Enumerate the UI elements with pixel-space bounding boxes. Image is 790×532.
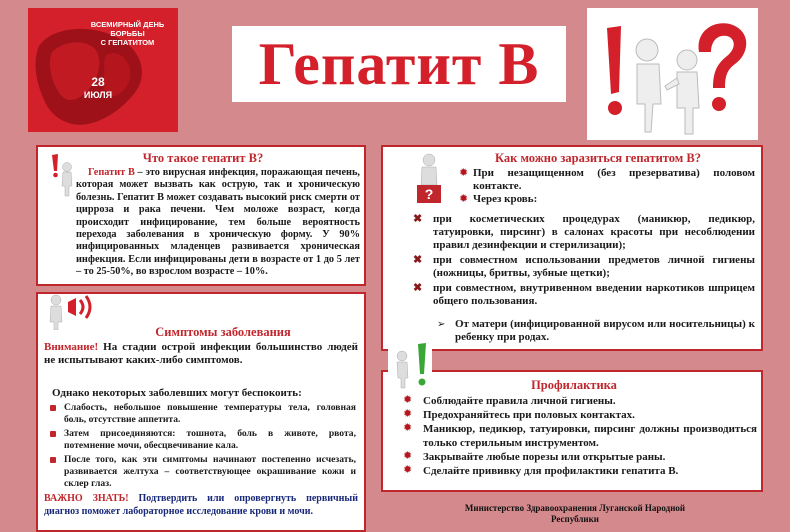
title-box [232, 26, 566, 102]
bullet-icon [50, 405, 56, 411]
ministry-footer: Министерство Здравоохранения Луганской Народной Республики [464, 503, 686, 524]
infection-heading: Как можно заразиться гепатитом В? [494, 151, 702, 165]
what-heading: Что такое гепатит В? [142, 151, 264, 165]
infection-arrow-item: ➢ От матери (инфицированной вирусом или носительницы) к ребенку при родах. [437, 318, 755, 343]
star-bullet-icon: ✹ [403, 394, 413, 406]
star-bullet-icon: ✹ [403, 464, 413, 476]
list-item: После того, как эти симптомы начинают постепенно исчезать, развивается желтуха – соответствующее окрашивание кожи и склер глаз. [48, 454, 356, 490]
cross-bullet-icon: ✖ [413, 213, 423, 225]
list-item: ✹ Через кровь: [459, 193, 538, 205]
star-bullet-icon: ✹ [459, 167, 469, 179]
cross-bullet-icon: ✖ [413, 254, 423, 266]
logo-day: 28 [91, 75, 105, 89]
list-item: Затем присоединяются: тошнота, боль в животе, рвота, потемнение мочи, обесцвечивание кала. [48, 428, 356, 452]
symptoms-intro-text: На стадии острой инфекции большинство людей не испытывают каких-либо симптомов. [44, 341, 358, 366]
what-is-panel [36, 145, 366, 286]
list-item: ✹ Соблюдайте правила личной гигиены. [403, 394, 616, 407]
list-item: ✹ Маникюр, педикюр, татуировки, пирсинг должны производиться только стерильным инструментом. [403, 422, 757, 449]
what-body: – это вирусная инфекция, поражающая печень, которая может вызвать как острую, так и хроническую болезнь. Гепатит В может создавать высокий риск смерти от цирроза и рака печени. Чем моложе возраст, когда происходит инфицирование, тем больше вероятность перехода заболевания в хроническую форму. У 90% инфицированных младенцев развивается хроническая инфекция. Если инфицированы дети в возрасте от 1 до 5 лет – то 25-50%, во взрослом возрасте – 10%. [76, 167, 360, 278]
symptoms-list [48, 402, 356, 490]
prevention-heading: Профилактика [531, 378, 617, 392]
symptoms-sub: Однако некоторых заболевших могут беспокоить: [52, 387, 302, 399]
logo-month: ИЮЛЯ [83, 90, 113, 100]
star-bullet-icon: ✹ [403, 408, 413, 420]
bullet-icon [50, 431, 56, 437]
symptoms-intro [44, 341, 358, 366]
logo-line-2: БОРЬБЫ [110, 29, 145, 38]
prevention-panel [381, 370, 763, 492]
what-lead: Гепатит В [88, 167, 135, 178]
question-exclamation-figures [587, 8, 758, 140]
infection-star-list [459, 167, 755, 206]
important-note [44, 493, 358, 518]
list-item: ✹ Закрывайте любые порезы или открытые раны. [403, 450, 666, 463]
cross-bullet-icon: ✖ [413, 282, 423, 294]
infection-cross-list [413, 213, 755, 308]
people-question-icon [587, 8, 758, 140]
list-item: ✹ Сделайте прививку для профилактики гепатита В. [403, 464, 679, 477]
bullet-icon [50, 457, 56, 463]
list-item: ✹ При незащищенном (без презерватива) половом контакте. [459, 167, 755, 192]
list-item: ✖ при совместном, внутривенном введении наркотиков шприцем общего пользования. [413, 282, 755, 307]
attention-label: Внимание! [44, 341, 99, 353]
important-text: Подтвердить или опровергнуть первичный диагноз поможет лабораторное исследование крови и мочи. [44, 493, 358, 517]
svg-text:?: ? [424, 186, 434, 202]
list-item: Слабость, небольшое повышение температуры тела, головная боль, отсутствие аппетита. [48, 402, 356, 426]
page-title: Гепатит B [258, 30, 540, 97]
list-item: ✹ Предохраняйтесь при половых контактах. [403, 408, 635, 421]
figure-exclamation-green-icon [388, 340, 432, 390]
list-item: ✖ при косметических процедурах (маникюр, педикюр, татуировки, пирсинг) в салонах красоты при несоблюдении правил дезинфекции и стерилизации); [413, 213, 755, 251]
logo-line-3: С ГЕПАТИТОМ [100, 38, 155, 47]
arrow-bullet-icon: ➢ [437, 319, 446, 330]
star-bullet-icon: ✹ [403, 422, 413, 434]
logo-line-1: ВСЕМИРНЫЙ ДЕНЬ [90, 20, 165, 29]
important-label: ВАЖНО ЗНАТЬ! [44, 493, 129, 504]
symptoms-heading: Симптомы заболевания [155, 325, 291, 339]
figure-speaker-icon [40, 290, 100, 330]
hepatitis-day-logo [28, 8, 178, 132]
prevention-list [403, 394, 757, 478]
what-text [76, 167, 360, 279]
symptoms-panel [36, 292, 366, 532]
list-item: ✖ при совместном использовании предметов личной гигиены (ножницы, бритвы, зубные щетки); [413, 254, 755, 279]
infection-panel [381, 145, 763, 351]
star-bullet-icon: ✹ [459, 193, 469, 205]
star-bullet-icon: ✹ [403, 450, 413, 462]
